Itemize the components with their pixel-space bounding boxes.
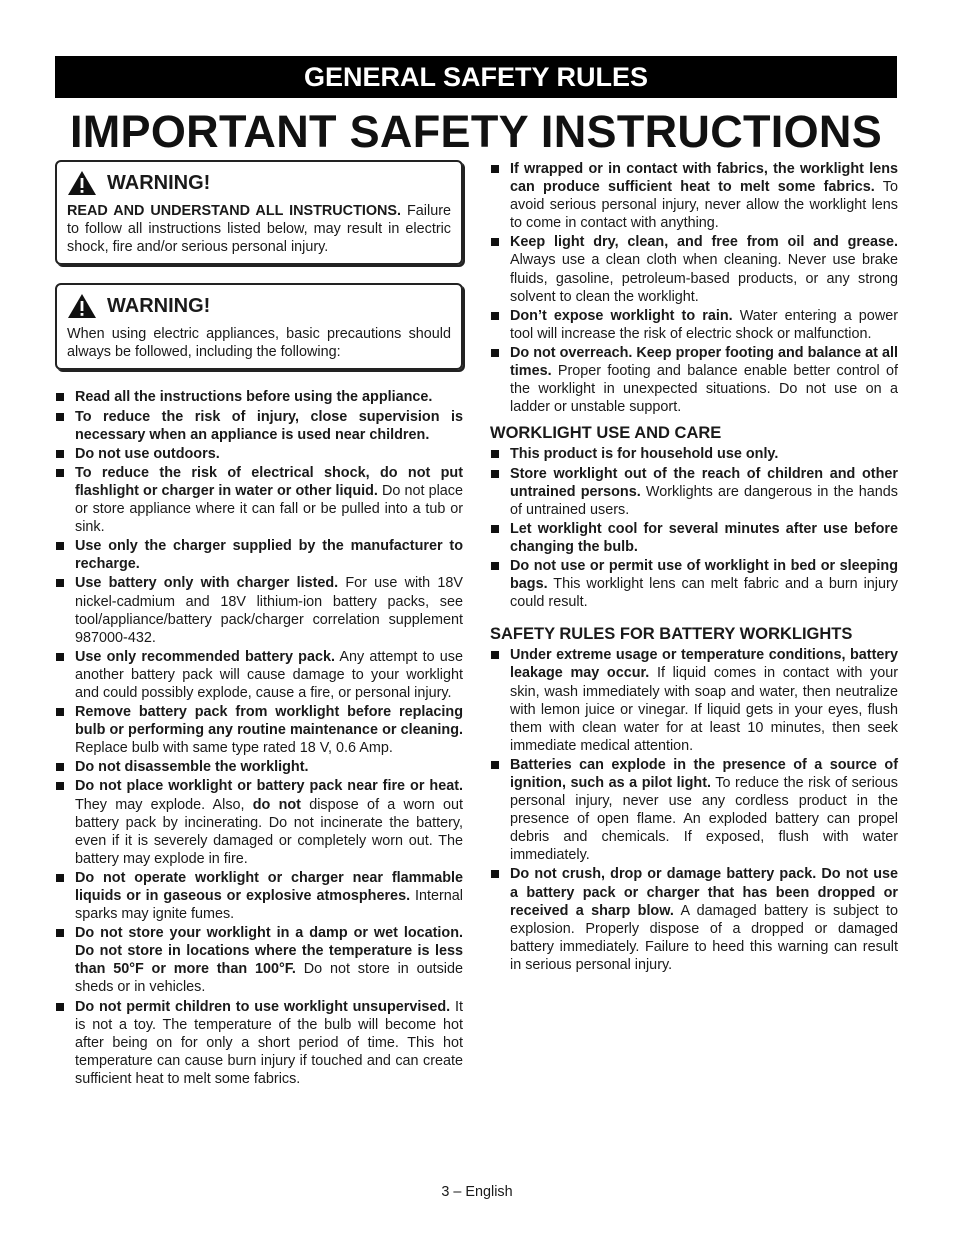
rule-bold-text: Under extreme usage or temperature conditions, battery leakage may occur. [510, 647, 898, 682]
rule-text: Proper footing and balance enable better control of the worklight in unexpected situations. Do not use on a ladder or unstable support. [510, 363, 898, 416]
general-rules-list-continued [490, 160, 898, 416]
rule-item [55, 574, 463, 646]
rule-bold-text: Do not operate worklight or charger near flammable liquids or in gaseous or explosive atmospheres. [75, 869, 463, 904]
warning-box-read-instructions [55, 160, 463, 265]
rule-item [55, 758, 463, 776]
rule-item [55, 445, 463, 463]
rule-bold-text: Use only recommended battery pack. [75, 648, 335, 665]
rule-bold-text: Do not overreach. Keep proper footing and balance at all times. [510, 344, 898, 380]
rule-text: A damaged battery is subject to explosion. Properly dispose of a dropped or damaged battery immediately. Failure to heed this warning can result in serious personal injury. [510, 902, 898, 973]
left-column [55, 160, 463, 1089]
rule-item [55, 537, 463, 573]
section-banner: GENERAL SAFETY RULES [55, 56, 897, 98]
rule-item [55, 703, 463, 757]
rule-text: Any attempt to use another battery pack will cause damage to your worklight and could possibly explode, cause a fire, or personal injury. [75, 648, 463, 701]
rule-bold-text: Do not disassemble the worklight. [75, 759, 309, 776]
rule-bold-text: Do not crush, drop or damage battery pack. Do not use a battery pack or charger that has been dropped or received a sharp blow. [510, 866, 898, 919]
warning-label: WARNING! [107, 171, 211, 194]
page-title: IMPORTANT SAFETY INSTRUCTIONS [69, 106, 883, 157]
rule-bold-text: To reduce the risk of injury, close supervision is necessary when an appliance is used near children. [75, 408, 463, 443]
rule-bold-text: Let worklight cool for several minutes after use before changing the bulb. [510, 520, 898, 555]
rule-bold-text: Do not place worklight or battery pack near fire or heat. [75, 778, 463, 795]
rule-bold-text: Keep light dry, clean, and free from oil and grease. [510, 234, 898, 251]
rule-text: To avoid serious personal injury, never allow the worklight lens to come in contact with anything. [510, 179, 898, 232]
rule-text: To reduce the risk of serious personal injury, never use any cordless product in the presence of open flame. An exploded battery can propel debris and chemicals. If exposed, flush with water immediately. [510, 775, 898, 864]
warning-heading [67, 293, 451, 319]
rule-text: Internal sparks may ignite fumes. [75, 888, 464, 923]
rule-text: Water entering a power tool will increase the risk of electric shock or malfunction. [510, 307, 899, 342]
rule-item [490, 233, 898, 305]
rule-item [490, 520, 898, 556]
rule-bold-text: This product is for household use only. [510, 446, 779, 463]
rule-bold-text: Do not use or permit use of worklight in bed or sleeping bags. [510, 557, 898, 593]
rule-bold-text: Do not use outdoors. [75, 445, 220, 462]
rule-text: Do not place or store appliance where it can fall or be pulled into a tub or sink. [75, 482, 463, 536]
rule-bold-text: Batteries can explode in the presence of a source of ignition, such as a pilot light. [510, 756, 898, 791]
warning-body: Failure to follow all instructions listed below, may result in electric shock, fire and/or serious personal injury. [67, 203, 451, 256]
rule-bold-text: If wrapped or in contact with fabrics, the worklight lens can produce sufficient heat to melt some fabrics. [510, 161, 898, 196]
rule-item [490, 160, 898, 232]
rule-text: dispose of a worn out battery pack by incinerating. Do not incinerate the battery, even if it is severely damaged or completely worn out. The battery may explode in fire. [75, 796, 463, 867]
rule-bold-text: Read all the instructions before using the appliance. [75, 389, 433, 406]
warning-box-precautions [55, 283, 463, 370]
rule-bold-text: To reduce the risk of electrical shock, do not put flashlight or charger in water or other liquid. [75, 464, 463, 499]
general-rules-list [55, 388, 463, 1088]
rule-item [55, 464, 463, 536]
rule-bold-text: Remove battery pack from worklight before replacing bulb or performing any routine maintenance or cleaning. [75, 704, 463, 739]
warning-text: When using electric appliances, basic precautions should always be followed, including the following: [67, 326, 451, 361]
rule-text: For use with 18V nickel-cadmium and 18V lithium-ion battery packs, see tool/appliance/battery pack/charger correlation supplement 987000-432. [75, 575, 463, 646]
section-heading-battery: SAFETY RULES FOR BATTERY WORKLIGHTS [490, 625, 853, 644]
rule-item [55, 648, 463, 702]
rule-item [490, 646, 898, 755]
warning-triangle-icon [67, 170, 97, 196]
rule-item [55, 408, 463, 444]
battery-rules-list [490, 646, 898, 974]
rule-item [490, 445, 898, 463]
rule-text: This worklight lens can melt fabric and a burn injury could result. [510, 576, 898, 611]
rule-text: Replace bulb with same type rated 18 V, 0.6 Amp. [75, 740, 393, 757]
warning-text [67, 202, 451, 256]
rule-item [55, 869, 463, 923]
rule-item [490, 307, 898, 343]
rule-text: If liquid comes in contact with your skin, wash immediately with soap and water, then neutralize with lemon juice or vinegar. If liquid gets in your eyes, flush them with clean water for at least 10 minutes, then seek immediate medical attention. [510, 665, 898, 754]
warning-label: WARNING! [107, 295, 211, 318]
rule-item [55, 998, 463, 1088]
rule-bold-text: Store worklight out of the reach of children and other untrained persons. [510, 465, 898, 500]
rule-bold-text: Do not permit children to use worklight unsupervised. [75, 998, 451, 1015]
rule-bold-text: Use only the charger supplied by the manufacturer to recharge. [75, 538, 463, 573]
rule-text: They may explode. Also, [75, 796, 253, 813]
rule-text: Worklights are dangerous in the hands of untrained users. [510, 483, 898, 518]
section-heading-use-and-care: WORKLIGHT USE AND CARE [490, 424, 722, 443]
warning-triangle-icon [67, 293, 97, 319]
rule-bold-text: Don’t expose worklight to rain. [510, 307, 733, 324]
rule-text: It is not a toy. The temperature of the bulb will become hot after being on for only a short period of time. This hot temperature can cause burn injury if touched and can create sufficient heat to melt some fabrics. [75, 998, 463, 1087]
rule-item [490, 557, 898, 611]
rule-item [490, 465, 898, 519]
warning-heading [67, 170, 451, 196]
rule-bold-text: Do not store your worklight in a damp or wet location. Do not store in locations where the temperature is less than 50°F or more than 100°F. [75, 925, 463, 978]
rule-bold-text: do not [252, 796, 301, 813]
page-footer: 3 – English [441, 1184, 513, 1200]
rule-item [55, 388, 463, 406]
use-care-rules-list [490, 445, 898, 611]
rule-bold-text: Use battery only with charger listed. [75, 575, 339, 592]
rule-item [55, 777, 463, 867]
rule-item [55, 924, 463, 996]
rule-item [490, 865, 898, 974]
warning-lead: READ AND UNDERSTAND ALL INSTRUCTIONS. [67, 203, 402, 219]
rule-text: Always use a clean cloth when cleaning. Never use brake fluids, gasoline, petroleum-based products, or any strong solvent to clean the worklight. [510, 252, 898, 305]
rule-item [490, 344, 898, 416]
rule-text: Do not store in outside sheds or in vehicles. [75, 961, 463, 996]
rule-item [490, 756, 898, 865]
right-column [490, 160, 898, 975]
